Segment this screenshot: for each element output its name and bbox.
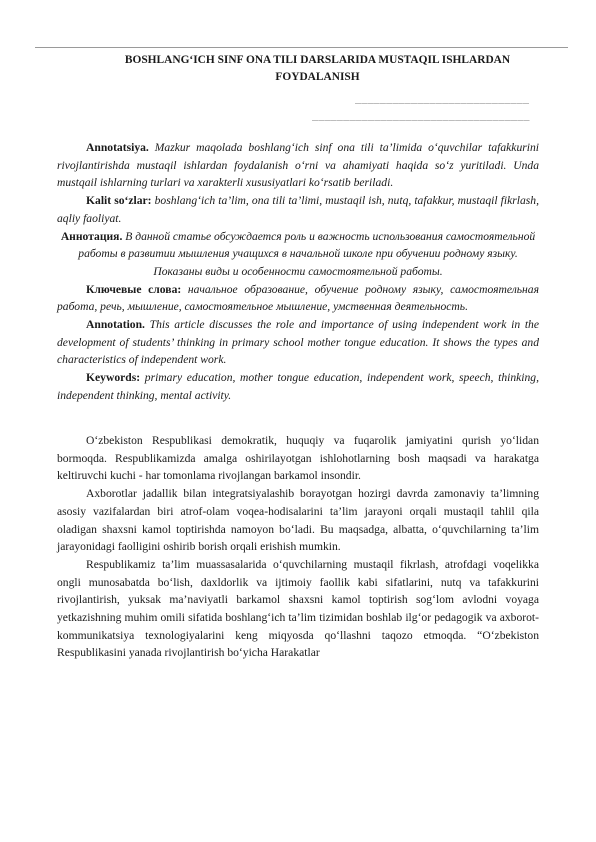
affiliation-placeholder: ___________________________________ [312,110,530,121]
abstract-ru-label: Аннотация. [60,229,123,243]
keywords-en [57,369,539,404]
page-title: BOSHLANG‘ICH SINF ONA TILI DARSLARIDA MUSTAQIL ISHLARDAN FOYDALANISH [124,54,511,83]
abstract-en-label: Annotation. [86,318,145,332]
keywords-uz-text: boshlang‘ich ta’lim, ona tili ta’limi, mustaqil ish, nutq, tafakkur, mustaqil fikrlash, aqliy faoliyat. [57,194,540,225]
body-paragraph: O‘zbekiston Respublikasi demokratik, huquqiy va fuqarolik jamiyatini qurish yo‘lidan bormoqda. Respublikamizda amalga oshirilayotgan ishlohotlarning bosh maqsadi va harakatga keltiruvchi kuchi - har tomonlama rivojlangan barkamol insondir. [57,434,539,483]
keywords-ru [57,281,539,316]
abstract-uz-label: Annotatsiya. [86,141,149,154]
body-paragraph: Axborotlar jadallik bilan integratsiyalashib borayotgan hozirgi davrda zamonaviy ta’limning asosiy vazifalardan biri atrof-olam voqea-hodisalarini ta’lim jarayoni orqali mustaqil tahlil qila oladigan shaxsni kamol toptirishda namoyon bo‘ladi. Bu maqsadga, albatta, o‘quvchilarning ta’lim jarayonidagi faolligini oshirib borish orqali erishish mumkin. [57,487,539,554]
abstracts-section [57,139,539,405]
keywords-en-text: primary education, mother tongue education, independent work, speech, thinking, independent thinking, mental activity. [57,371,539,402]
article-body [57,432,539,662]
author-placeholder: ____________________________ [355,93,530,104]
abstract-en-text: This article discusses the role and importance of using independent work in the development of students’ thinking in primary school mother tongue education. It shows the types and characteristics of independent work. [57,318,539,367]
abstract-uz-text: Mazkur maqolada boshlang‘ich sinf ona tili ta’limida o‘quvchilar tafakkurini rivojlantirishda mustaqil ishlardan foydalanish o‘rni va ahamiyati haqida so‘z yuritiladi. Unda mustqail ishlarning turlari va xarakterli xususiyatlari ko‘rsatib beriladi. [57,141,539,190]
abstract-ru-text: В данной статье обсуждается роль и важность использования самостоятельной работы в развитии мышления учащихся в начальной школе при обучении родному языку. Показаны виды и особенности самостоятельной работы. [78,229,536,278]
keywords-ru-text: начальное образование, обучение родному языку, самостоятельная работа, речь, мышление, самостоятельное мышление, умственная деятельность. [57,282,539,314]
abstract-ru [57,228,539,281]
keywords-uz-label: Kalit so‘zlar: [86,194,152,208]
abstract-uz [57,139,539,192]
keywords-en-label: Keywords: [86,371,141,385]
body-paragraph: Respublikamiz ta’lim muassasalarida o‘quvchilarning mustaqil fikrlash, atrofdagi voqelikka ongli munosabatda bo‘lish, daxldorlik va ijtimoiy faollik kabi sifatlarini, nutq va tafakkurini rivojlantirish, yuksak ma’naviyatli barkamol shaxsni kamol toptirish sog‘lom avlodni voyaga yetkazishning muhim omili sifatida boshlang‘ich ta’lim tizimidan boshlab ilg‘or pedagogik va axborot-kommunikatsiya texnologiyalarini keng miqyosda qo‘llashni taqozo etmoqda. “O‘zbekiston Respublikasini yanada rivojlantirish bo‘yicha Harakatlar [57,557,539,660]
keywords-ru-label: Ключевые слова: [86,282,182,296]
keywords-uz [57,192,539,227]
abstract-en [57,316,539,369]
header-rule [35,47,568,48]
